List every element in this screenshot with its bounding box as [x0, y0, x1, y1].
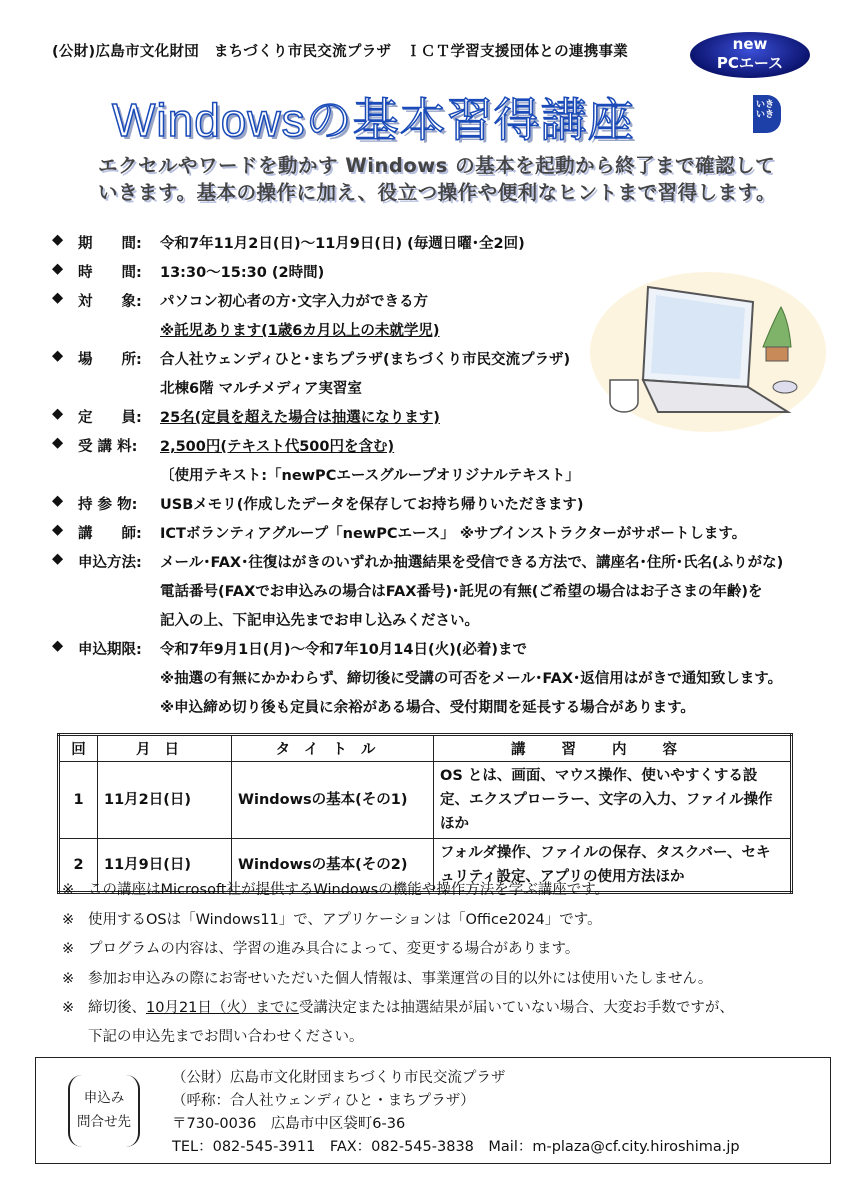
detail-item: [52, 522, 746, 543]
laptop-illustration: [588, 262, 828, 432]
note-item: ※ この講座はMicrosoft社が提供するWindowsの機能や操作方法を学ぶ講座です。: [62, 882, 610, 898]
detail-item: [52, 551, 783, 572]
detail-value: 令和7年9月1日(月)～令和7年10月14日(火)(必着)まで: [160, 642, 527, 658]
detail-value: メール･FAX･往復はがきのいずれか抽選結果を受信できる方法で、講座名･住所･氏名(ふりがな): [160, 555, 784, 571]
detail-subline: 記入の上、下記申込先までお申し込みください。: [160, 613, 479, 629]
detail-item: [52, 290, 428, 311]
diamond-bullet-icon: ◆: [52, 261, 64, 277]
diamond-bullet-icon: ◆: [52, 290, 64, 306]
ikiiki-p-logo: いきいき: [753, 95, 781, 133]
detail-label: 定 員:: [78, 410, 142, 426]
note-item: ※ 使用するOSは「Windows11」で、アプリケーションは「Office2024」です。: [62, 911, 602, 928]
diamond-bullet-icon: ◆: [52, 348, 64, 364]
organizer-line: (公財)広島市文化財団 まちづくり市民交流プラザ ＩＣＴ学習支援団体との連携事業: [52, 44, 629, 60]
newpc-ace-logo: [690, 32, 810, 78]
contact-address: 〒730-0036 広島市中区袋町6-36: [172, 1116, 406, 1132]
detail-label: 受 講 料:: [78, 439, 138, 455]
col-date: 月日: [98, 735, 232, 762]
note-item: ※ 参加お申込みの際にお寄せいただいた個人情報は、事業運営の目的以外には使用いたしません。: [62, 970, 713, 987]
detail-label: 申込期限:: [78, 642, 142, 658]
detail-value: ICTボランティアグループ「newPCエース」 ※サブインストラクターがサポートします。: [160, 526, 747, 542]
detail-item: [52, 232, 525, 253]
diamond-bullet-icon: ◆: [52, 551, 64, 567]
detail-item: [52, 261, 324, 282]
table-row: 1 11月2日(日) Windowsの基本(その1) OS とは、画面、マウス操作、使いやすくする設定、エクスプローラー、文字の入力、ファイル操作ほか: [59, 762, 792, 839]
detail-subline: ※申込締め切り後も定員に余裕がある場合、受付期間を延長する場合があります。: [160, 700, 695, 716]
diamond-bullet-icon: ◆: [52, 638, 64, 654]
note-item-cont: 下記の申込先までお問い合わせください。: [88, 1029, 364, 1045]
table-header-row: [59, 735, 792, 762]
detail-label: 講 師:: [78, 526, 142, 542]
contact-label: 申込み 問合せ先: [68, 1075, 140, 1147]
detail-item: [52, 493, 584, 514]
detail-item: [52, 348, 570, 369]
lead-text: エクセルやワードを動かす Windows の基本を起動から終了まで確認して いきます。基本の操作に加え、役立つ操作や便利なヒントまで習得します。: [98, 154, 777, 204]
detail-subline: 〔使用テキスト:「newPCエースグループオリジナルテキスト」: [160, 468, 580, 484]
diamond-bullet-icon: ◆: [52, 522, 64, 538]
detail-subline: 北棟6階 マルチメディア実習室: [160, 381, 362, 397]
contact-org: （公財）広島市文化財団まちづくり市民交流プラザ: [172, 1070, 506, 1086]
detail-label: 対 象:: [78, 294, 142, 310]
detail-item: [52, 435, 394, 456]
note-item: ※ プログラムの内容は、学習の進み具合によって、変更する場合があります。: [62, 941, 580, 957]
detail-label: 申込方法:: [78, 555, 142, 571]
col-title: タイトル: [232, 735, 434, 762]
col-no: 回: [59, 735, 98, 762]
detail-label: 持 参 物:: [78, 497, 138, 513]
table-row: 2 11月9日(日) Windowsの基本(その2) フォルダ操作、ファイルの保存、タスクバー、セキュリティ設定、アプリの使用方法ほか: [59, 839, 792, 893]
note-item: ※ 締切後、10月21日（火）までに受講決定または抽選結果が届いていない場合、大変お手数ですが、: [62, 1000, 734, 1016]
detail-label: 場 所:: [78, 352, 142, 368]
detail-subline: ※託児あります(1歳6カ月以上の未就学児): [160, 323, 440, 339]
detail-value: 合人社ウェンディひと･まちプラザ(まちづくり市民交流プラザ): [160, 352, 571, 368]
badge-line1: new: [732, 35, 768, 53]
detail-value: 13:30～15:30 (2時間): [160, 265, 325, 281]
detail-value: 25名(定員を超えた場合は抽選になります): [160, 410, 440, 426]
diamond-bullet-icon: ◆: [52, 493, 64, 509]
detail-item: [52, 638, 527, 659]
page-title: Windowsの基本習得講座: [112, 94, 635, 146]
detail-item: [52, 406, 440, 427]
detail-subline: ※抽選の有無にかかわらず、締切後に受講の可否をメール･FAX･返信用はがきで通知致します。: [160, 671, 783, 687]
schedule-table: [57, 733, 793, 894]
col-content: 講習内容: [434, 735, 792, 762]
detail-label: 期 間:: [78, 236, 142, 252]
diamond-bullet-icon: ◆: [52, 406, 64, 422]
detail-value: USBメモリ(作成したデータを保存してお持ち帰りいただきます): [160, 497, 584, 513]
detail-value: パソコン初心者の方･文字入力ができる方: [160, 294, 428, 310]
detail-subline: 電話番号(FAXでお申込みの場合はFAX番号)･託児の有無(ご希望の場合はお子さまの年齢)を: [160, 584, 763, 600]
diamond-bullet-icon: ◆: [52, 232, 64, 248]
contact-alias: （呼称：合人社ウェンディひと・まちプラザ）: [172, 1093, 475, 1109]
detail-value: 令和7年11月2日(日)～11月9日(日) (毎週日曜･全2回): [160, 236, 525, 252]
detail-value: 2,500円(テキスト代500円を含む): [160, 439, 395, 455]
diamond-bullet-icon: ◆: [52, 435, 64, 451]
detail-label: 時 間:: [78, 265, 142, 281]
badge-line2: PCエース: [716, 54, 784, 72]
contact-phone-mail: TEL：082-545-3911 FAX：082-545-3838 Mail：m-plaza@cf.city.hiroshima.jp: [172, 1139, 740, 1155]
